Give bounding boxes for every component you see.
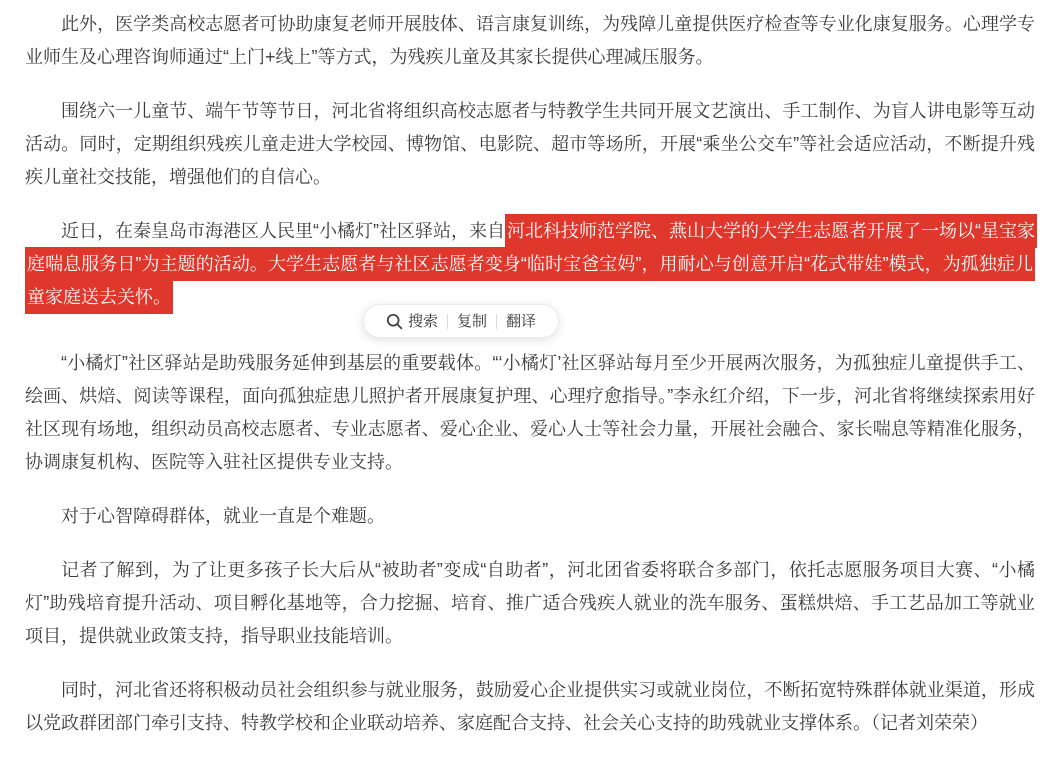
- paragraph: 同时，河北省还将积极动员社会组织参与就业服务，鼓励爱心企业提供实习或就业岗位，不断拓宽特殊群体就业渠道，形成以党政群团部门牵引支持、特教学校和企业联动培养、家庭配合支持、社会关心支持的助残就业支撑体系。（记者刘荣荣）: [25, 680, 1035, 733]
- copy-button-label: 复制: [457, 312, 488, 330]
- paragraph: 此外，医学类高校志愿者可协助康复老师开展肢体、语言康复训练，为残障儿童提供医疗检查等专业化康复服务。心理学专业师生及心理咨询师通过“上门+线上”等方式，为残疾儿童及其家长提供心理减压服务。: [25, 14, 1035, 67]
- translate-button-label: 翻译: [506, 312, 537, 330]
- paragraph: 对于心智障碍群体，就业一直是个难题。: [61, 506, 385, 526]
- selected-text: 河北科技师范学院、燕山大学的大学生志愿者开展了一场以“星宝家庭喘息服务日”为主题的活动。大学生志愿者与社区志愿者变身“临时宝爸宝妈”，用耐心与创意开启“花式带娃”模式，为孤独症儿童家庭送去关怀。: [25, 214, 1037, 314]
- search-button[interactable]: [377, 305, 447, 338]
- text-selection-toolbar: [363, 304, 559, 338]
- paragraph-with-selection: [25, 215, 1035, 314]
- paragraph: “小橘灯”社区驿站是助残服务延伸到基层的重要载体。“‘小橘灯’社区驿站每月至少开展两次服务，为孤独症儿童提供手工、绘画、烘焙、阅读等课程，面向孤独症患儿照护者开展康复护理、心理疗愈指导。”李永红介绍，下一步，河北省将继续探索用好社区现有场地，组织动员高校志愿者、专业志愿者、爱心企业、爱心人士等社会力量，开展社会融合、家长喘息等精准化服务，协调康复机构、医院等入驻社区提供专业支持。: [25, 353, 1035, 472]
- search-icon: [386, 313, 403, 330]
- translate-button[interactable]: [497, 305, 545, 338]
- paragraph: 围绕六一儿童节、端午节等节日，河北省将组织高校志愿者与特教学生共同开展文艺演出、手工制作、为盲人讲电影等互动活动。同时，定期组织残疾儿童走进大学校园、博物馆、电影院、超市等场所，开展“乘坐公交车”等社会适应活动，不断提升残疾儿童社交技能，增强他们的自信心。: [25, 101, 1035, 187]
- copy-button[interactable]: [448, 305, 496, 338]
- paragraph: 记者了解到，为了让更多孩子长大后从“被助者”变成“自助者”，河北团省委将联合多部门，依托志愿服务项目大赛、“小橘灯”助残培育提升活动、项目孵化基地等，合力挖掘、培育、推广适合残疾人就业的洗车服务、蛋糕烘焙、手工艺品加工等就业项目，提供就业政策支持，指导职业技能培训。: [25, 560, 1035, 646]
- search-button-label: 搜索: [408, 312, 439, 330]
- paragraph-text: 近日，在秦皇岛市海港区人民里“小橘灯”社区驿站，来自: [61, 221, 505, 241]
